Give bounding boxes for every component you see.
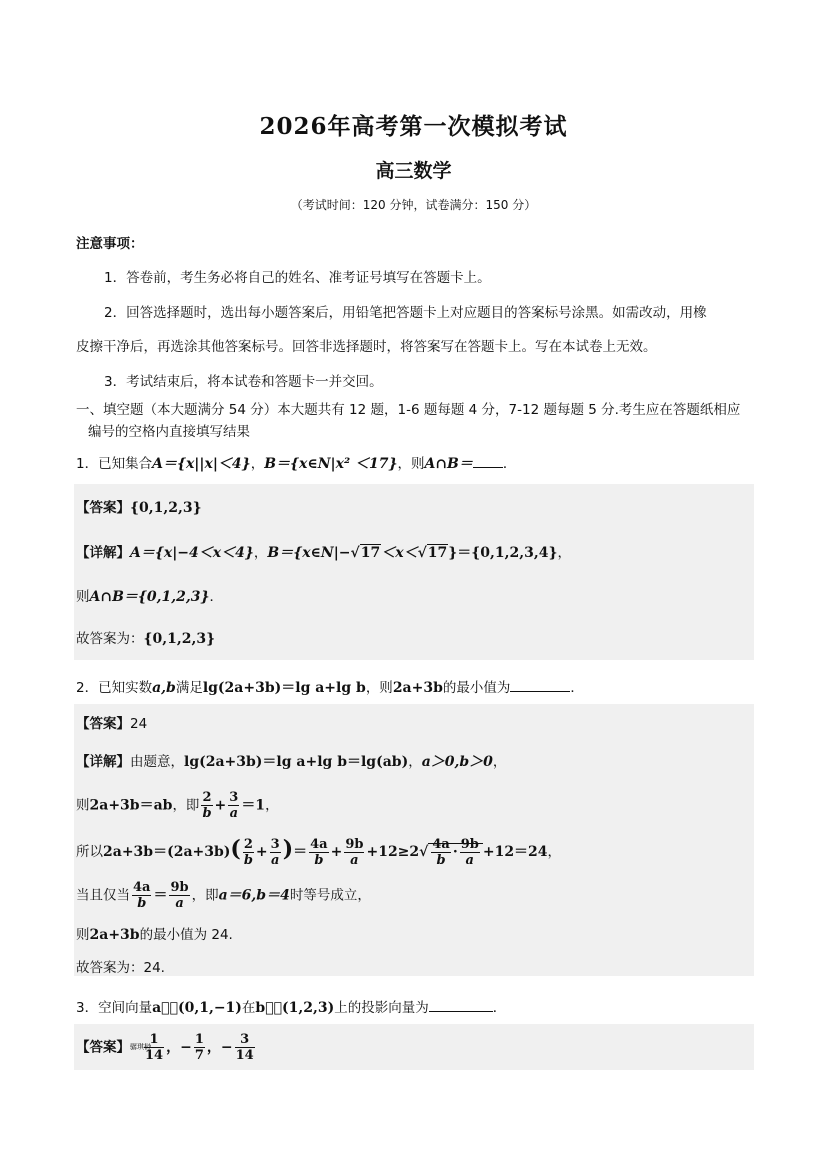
q3-answer-glyphs: 骣琪桫 [130, 1043, 151, 1051]
q2-d1-pre: 由题意， [130, 754, 184, 770]
q2-d1: lg(2a+3b)＝lg a+lg b＝lg(ab) [184, 754, 409, 770]
section-heading-line1: 一、填空题（本大题满分 54 分）本大题共有 12 题，1-6 题每题 4 分，7-12 题每题 5 分.考生应在答题纸相应 [76, 402, 741, 418]
exam-title: 2026年高考第一次模拟考试 [259, 113, 568, 140]
q2-detail-line2: 则2a+3b＝ab，即 $\frac{2}{b}$ + $\frac{3}{a}$ ＝1， [76, 790, 279, 821]
q1-detail-label: 【详解】 [76, 545, 130, 561]
q2-d4-post: 时等号成立， [289, 887, 371, 904]
q3-blank [429, 1011, 493, 1012]
q2-blank [510, 691, 570, 692]
q1-set-a: A＝{x||x|＜4} [152, 456, 251, 472]
fraction: $\frac{4a}{b}$ [133, 880, 151, 911]
exam-info: （考试时间：120 分钟，试卷满分：150 分） [290, 198, 537, 212]
sqrt-symbol-icon: √ [419, 844, 429, 860]
q2-d3-pre: 所以 [76, 844, 103, 860]
q2-satisfy: 满足 [175, 680, 203, 696]
q2-d4-mid: ，即 [191, 887, 219, 904]
q1-detail-b-mid: ＜x＜ [381, 545, 418, 561]
q1-answer-label: 【答案】 [76, 500, 130, 516]
q3-answer-label: 【答案】 [76, 1039, 130, 1056]
q2-answer-value: 24 [130, 716, 148, 732]
q2-detail-label: 【详解】 [76, 754, 130, 770]
q1-detail-line2: 则A∩B＝{0,1,2,3}． [76, 589, 224, 605]
q1-conclude-label: 故答案为： [76, 631, 144, 647]
q2-d2-pre: 则 [76, 797, 90, 814]
q2-detail-line3: 所以2a+3b＝(2a+3b)( $\frac{2}{b}$ + $\frac{3}{a}$ )＝ $\frac{4a}{b}$ + $\frac{9b}{a}$ +12≥2√ $\frac{4a}{b}$ · $\frac{9b}{a}$ +12＝24， [76, 836, 562, 868]
fraction: $\frac{9b}{a}$ [345, 836, 364, 868]
q2-vars: a,b [152, 680, 176, 696]
q3-stem: 3．空间向量a⃗＝(0,1,−1)在b⃗＝(1,2,3)上的投影向量为 ． [76, 1000, 507, 1016]
notice-item-2: 2．回答选择题时，选出每小题答案后，用铅笔把答题卡上对应题目的答案标号涂黑。如需改动，用橡 [104, 305, 707, 321]
q1-detail-a: A＝{x|−4＜x＜4} [130, 545, 254, 561]
q1-final: {0,1,2,3} [143, 631, 216, 647]
q2-d4-val: a＝6,b＝4 [218, 887, 290, 904]
exam-subtitle: 高三数学 [375, 160, 452, 182]
q2-d5-mid: 的最小值为 24. [139, 927, 233, 943]
q2-d2-mid: ，即 [172, 797, 200, 814]
q2-answer-label: 【答案】 [76, 716, 130, 732]
notice-item-1: 1．答卷前，考生务必将自己的姓名、准考证号填写在答题卡上。 [104, 270, 491, 286]
notice-heading: 注意事项： [76, 236, 144, 252]
q3-ask: 上的投影向量为 [334, 1000, 429, 1016]
fraction: $\frac{2}{b}$ [243, 836, 253, 868]
fraction: $\frac{1}{7}$ [194, 1032, 204, 1063]
q2-stem: 2．已知实数a,b满足lg(2a+3b)＝lg a+lg b，则2a+3b的最小值为 ． [76, 680, 584, 696]
q1-expr: A∩B＝ [424, 456, 473, 472]
q1-then: 则 [76, 589, 90, 605]
q2-d5-expr: 2a+3b [89, 927, 140, 943]
fraction: $\frac{1}{14}$ [145, 1032, 164, 1063]
q1-sqrt17-b: 17 [427, 545, 448, 561]
notice-item-3: 3．考试结束后，将本试卷和答题卡一并交回。 [104, 374, 383, 390]
fraction: $\frac{9b}{a}$ [170, 880, 189, 911]
q2-conclude-label: 故答案为： [76, 960, 144, 976]
q2-d4-pre: 当且仅当 [76, 887, 130, 904]
fraction: $\frac{4a}{b}$ [310, 836, 328, 868]
q1-answer [76, 496, 202, 516]
q2-condition: lg(2a+3b)＝lg a+lg b [202, 680, 366, 696]
q3-vector-a: a⃗＝(0,1,−1) [152, 1000, 242, 1016]
q2-ask: ，则 [365, 680, 393, 696]
q1-num: 1．已知集合 [76, 456, 153, 472]
q1-sqrt17-a: 17 [360, 545, 381, 561]
q2-detail-line4: 当且仅当 $\frac{4a}{b}$ ＝ $\frac{9b}{a}$ ，即a＝6,b＝4时等号成立， [76, 880, 371, 911]
q1-detail-b-pre: B＝{x∈N|− [267, 545, 351, 561]
q2-answer [76, 712, 147, 732]
q3-sep-2: ，− [206, 1039, 233, 1056]
q3-on: 在 [241, 1000, 256, 1016]
q2-num: 2．已知实数 [76, 680, 153, 696]
q3-num: 3．空间向量 [76, 1000, 153, 1016]
q3-vector-b: b⃗＝(1,2,3) [255, 1000, 335, 1016]
q2-detail-line5 [76, 923, 233, 943]
q1-conclude [76, 627, 215, 647]
q1-result: A∩B＝{0,1,2,3} [89, 589, 210, 605]
fraction: $\frac{3}{a}$ [229, 790, 239, 821]
q1-set-b: B＝{x∈N|x² ＜17} [264, 456, 398, 472]
fraction: $\frac{4a}{b}$ [432, 836, 450, 868]
q1-blank [473, 467, 503, 468]
q2-final: 24. [143, 960, 165, 976]
fraction: $\frac{2}{b}$ [202, 790, 212, 821]
q2-detail-line1: 【详解】由题意，lg(2a+3b)＝lg a+lg b＝lg(ab)，a＞0,b＞0， [76, 754, 507, 770]
q1-stem: 1．已知集合A＝{x||x|＜4}，B＝{x∈N|x² ＜17}，则A∩B＝ ． [76, 456, 517, 472]
q1-ask: ，则 [397, 456, 425, 472]
q1-detail-b-post: }＝{0,1,2,3,4} [448, 545, 558, 561]
q1-detail-line1: 【详解】A＝{x|−4＜x＜4}，B＝{x∈N|−√17＜x＜√17}＝{0,1,2,3,4}， [76, 545, 571, 561]
q3-sep-1: ，− [166, 1039, 192, 1056]
q3-answer [76, 1032, 257, 1063]
q2-d5-pre: 则 [76, 927, 90, 943]
q2-d1-cond: a＞0,b＞0 [421, 754, 493, 770]
q2-expr: 2a+3b [392, 680, 443, 696]
sqrt-symbol-icon: √ [350, 545, 360, 561]
notice-item-2-cont: 皮擦干净后，再选涂其他答案标号。回答非选择题时，将答案写在答题卡上。写在本试卷上无效。 [76, 339, 657, 355]
fraction: $\frac{9b}{a}$ [460, 836, 479, 868]
fraction: $\frac{3}{14}$ [235, 1032, 254, 1063]
fraction: $\frac{3}{a}$ [270, 836, 280, 868]
q2-d2: 2a+3b＝ab [89, 797, 173, 814]
q2-ask2: 的最小值为 [442, 680, 511, 696]
q2-conclude [76, 956, 165, 976]
q1-answer-value: {0,1,2,3} [130, 500, 202, 516]
sqrt-symbol-icon: √ [417, 545, 427, 561]
section-heading-line2: 编号的空格内直接填写结果 [88, 424, 250, 440]
